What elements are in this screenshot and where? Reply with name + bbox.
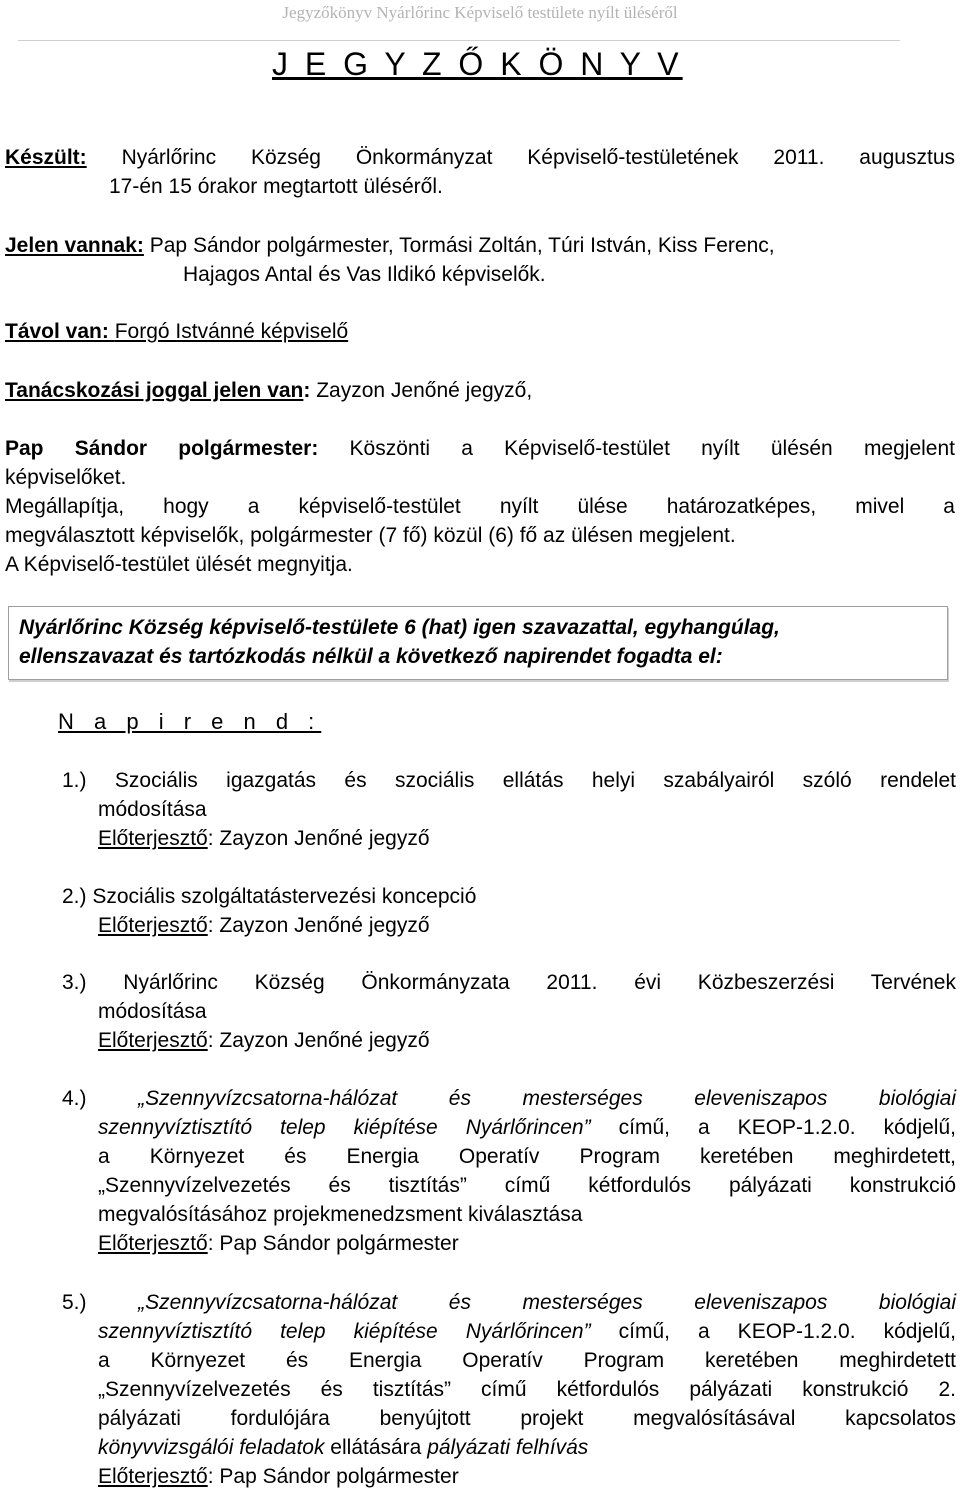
keszult-line1: Nyárlőrinc Község Önkormányzat Képviselő-testületének 2011. augusztus [121, 146, 955, 169]
agenda-item-title: Szociális szolgáltatástervezési koncepció [92, 885, 477, 908]
resolution-line2: ellenszavazat és tartózkodás nélkül a következő napirendet fogadta el: [19, 645, 723, 668]
presenter-name: : Zayzon Jenőné jegyző [207, 1029, 430, 1052]
agenda-item-4 [62, 1084, 956, 1258]
jelen-line2: Hajagos Antal és Vas Ildikó képviselők. [183, 263, 546, 286]
agenda-item-title: Nyárlőrinc Község Önkormányzata 2011. évi Közbeszerzési Tervének [123, 971, 956, 994]
agenda-item-number: 5.) [62, 1291, 87, 1314]
keszult-label: Készült: [5, 146, 87, 169]
tanacskozasi-label: Tanácskozási joggal jelen van [5, 379, 304, 402]
agenda-item-text: „Szennyvízelvezetés és tisztítás” című kétfordulós pályázati konstrukció [98, 1174, 956, 1197]
agenda-item-text: a Környezet és Energia Operatív Program keretében meghirdetett, [98, 1145, 956, 1168]
opening-line4: megválasztott képviselők, polgármester (7 fő) közül (6) fő az ülésen megjelent. [5, 524, 736, 547]
opening-section [5, 434, 955, 579]
keszult-section [5, 143, 955, 201]
resolution-line1: Nyárlőrinc Község képviselő-testülete 6 (hat) igen szavazattal, egyhangúlag, [19, 616, 780, 639]
agenda-heading: N a p i r e n d : [58, 709, 322, 734]
agenda-item-title: „Szennyvízcsatorna-hálózat és mesterséges eleveniszapos biológiai [138, 1291, 956, 1314]
presenter-label: Előterjesztő [98, 1465, 208, 1488]
presenter-label: Előterjesztő [98, 827, 208, 850]
presenter-name: : Pap Sándor polgármester [207, 1232, 459, 1255]
agenda-item-2 [62, 882, 956, 940]
agenda-item-title-cont: szennyvíztisztító telep kiépítése Nyárlőrincen” [98, 1320, 591, 1343]
tavol-text: Forgó Istvánné képviselő [114, 320, 349, 343]
agenda-item-text: ellátására [324, 1436, 428, 1459]
jelen-line1: Pap Sándor polgármester, Tormási Zoltán, Túri István, Kiss Ferenc, [149, 234, 775, 257]
opening-line5: A Képviselő-testület ülését megnyitja. [5, 553, 353, 576]
agenda-item-text: megvalósításához projekmenedzsment kiválasztása [98, 1203, 583, 1226]
agenda-item-1 [62, 766, 956, 853]
opening-line3: Megállapítja, hogy a képviselő-testület nyílt ülése határozatképes, mivel a [5, 495, 955, 518]
presenter-label: Előterjesztő [98, 1029, 208, 1052]
running-header: Jegyzőkönyv Nyárlőrinc Képviselő testülete nyílt üléséről [282, 3, 678, 22]
agenda-item-text: pályázati felhívás [427, 1436, 589, 1459]
agenda-item-text: című, a KEOP-1.2.0. kódjelű, [590, 1116, 956, 1139]
agenda-item-text: „Szennyvízelvezetés és tisztítás” című kétfordulós pályázati konstrukció 2. [98, 1378, 956, 1401]
presenter-label: Előterjesztő [98, 1232, 208, 1255]
agenda-item-3 [62, 968, 956, 1055]
opening-line1: Köszönti a Képviselő-testület nyílt ülésén megjelent [349, 437, 955, 460]
opening-speaker: Pap Sándor polgármester: [5, 437, 319, 460]
resolution-box [8, 606, 948, 680]
jelen-label: Jelen vannak: [5, 234, 144, 257]
agenda-item-title-cont: szennyvíztisztító telep kiépítése Nyárlőrincen” [98, 1116, 591, 1139]
agenda-item-title: „Szennyvízcsatorna-hálózat és mesterséges eleveniszapos biológiai [138, 1087, 956, 1110]
opening-line2: képviselőket. [5, 466, 127, 489]
tanacskozasi-text: Zayzon Jenőné jegyző, [310, 379, 533, 402]
agenda-item-number: 1.) [62, 769, 87, 792]
agenda-item-title-cont: módosítása [98, 1000, 207, 1023]
agenda-item-5 [62, 1288, 956, 1491]
agenda-item-title: Szociális igazgatás és szociális ellátás helyi szabályairól szóló rendelet [114, 769, 956, 792]
keszult-line2: 17-én 15 órakor megtartott üléséről. [109, 175, 443, 198]
presenter-label: Előterjesztő [98, 914, 208, 937]
tavol-label: Távol van: [5, 320, 115, 343]
agenda-item-text: könyvvizsgálói feladatok [98, 1436, 325, 1459]
jelen-section [5, 231, 775, 289]
presenter-name: : Zayzon Jenőné jegyző [207, 914, 430, 937]
agenda-item-text: című, a KEOP-1.2.0. kódjelű, [590, 1320, 956, 1343]
agenda-item-number: 2.) [62, 885, 87, 908]
presenter-name: : Zayzon Jenőné jegyző [207, 827, 430, 850]
tanacskozasi-colon: : [303, 379, 311, 402]
agenda-item-number: 4.) [62, 1087, 87, 1110]
document-title: J E G Y Z Ő K Ö N Y V [272, 46, 683, 82]
agenda-item-text: a Környezet és Energia Operatív Program keretében meghirdetett [98, 1349, 956, 1372]
agenda-item-title-cont: módosítása [98, 798, 207, 821]
tanacskozasi-section [5, 376, 532, 405]
agenda-item-text: pályázati fordulójára benyújtott projekt megvalósításával kapcsolatos [98, 1407, 956, 1430]
presenter-name: : Pap Sándor polgármester [207, 1465, 459, 1488]
tavol-section [5, 317, 348, 346]
agenda-item-number: 3.) [62, 971, 87, 994]
header-divider [18, 40, 900, 41]
